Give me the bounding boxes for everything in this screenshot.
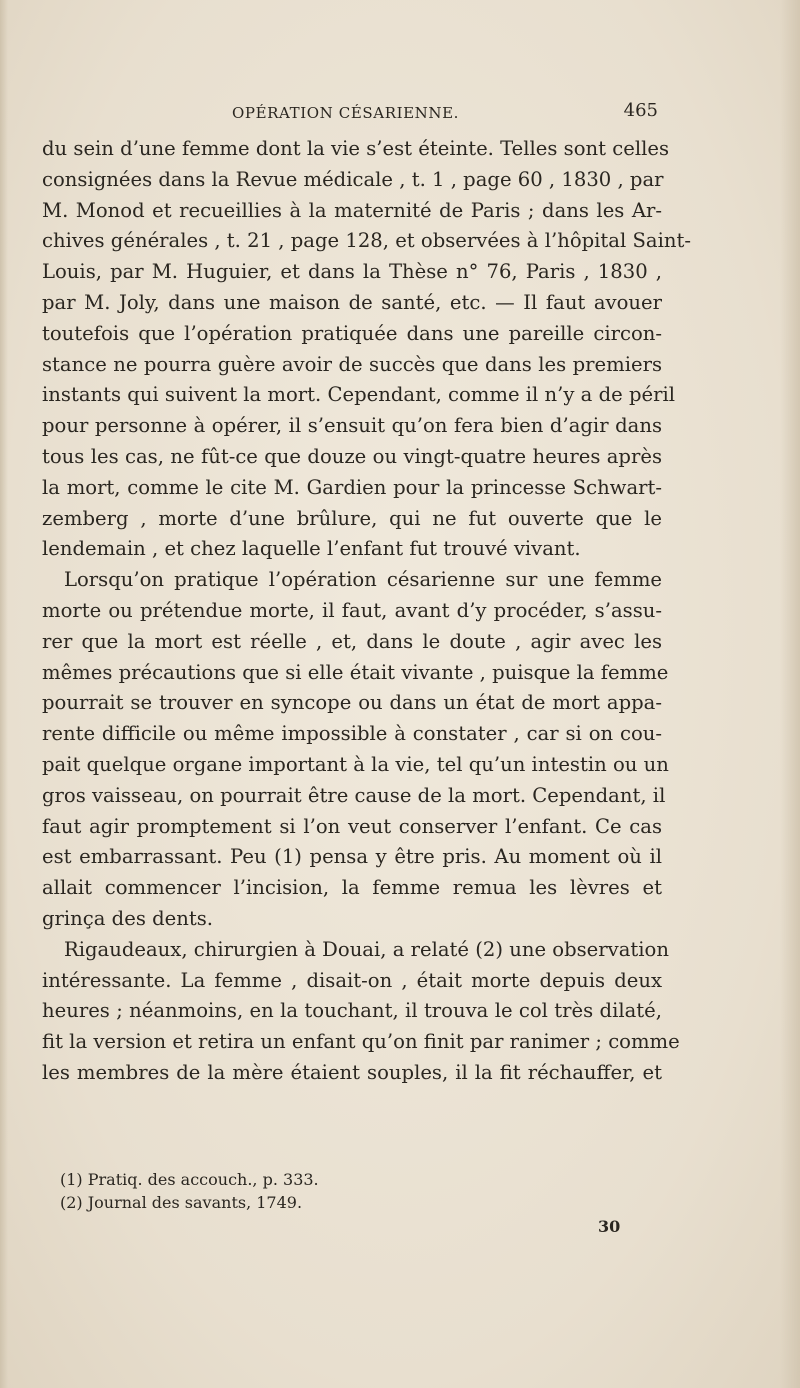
footnote: (2) Journal des savants, 1749. — [60, 1193, 303, 1212]
text-line: Lorsqu’on pratique l’opération césarienne sur une femme — [64, 568, 662, 592]
text-line: heures ; néanmoins, en la touchant, il trouva le col très dilaté, — [42, 999, 662, 1023]
text-line: Louis, par M. Huguier, et dans la Thèse n° 76, Paris , 1830 , — [42, 260, 662, 284]
page-right-edge — [780, 0, 800, 1388]
text-line: toutefois que l’opération pratiquée dans une pareille circon- — [42, 321, 662, 345]
page-header — [42, 100, 660, 128]
footnotes — [60, 1168, 560, 1214]
text-line: grinça des dents. — [42, 906, 214, 930]
text-line: la mort, comme le cite M. Gardien pour la princesse Schwart- — [42, 475, 662, 499]
text-line: M. Monod et recueillies à la maternité de Paris ; dans les Ar- — [42, 198, 662, 222]
text-line: tous les cas, ne fût-ce que douze ou vingt-quatre heures après — [42, 444, 662, 468]
text-line: rente difficile ou même impossible à constater , car si on cou- — [42, 722, 662, 746]
text-line: lendemain , et chez laquelle l’enfant fut trouvé vivant. — [42, 537, 581, 561]
footnote: (1) Pratiq. des accouch., p. 333. — [60, 1170, 319, 1189]
text-line: par M. Joly, dans une maison de santé, etc. — Il faut avouer — [42, 290, 662, 314]
text-line: pourrait se trouver en syncope ou dans un état de mort appa- — [42, 691, 662, 715]
body-text — [42, 134, 691, 1089]
text-line: morte ou prétendue morte, il faut, avant d’y procéder, s’assu- — [42, 598, 662, 622]
page-left-edge — [0, 0, 8, 1388]
text-line: chives générales , t. 21 , page 128, et observées à l’hôpital Saint- — [42, 229, 691, 253]
text-line: les membres de la mère étaient souples, il la fit réchauffer, et — [42, 1060, 662, 1084]
text-line: consignées dans la Revue médicale , t. 1 , page 60 , 1830 , par — [42, 167, 664, 191]
text-line: pour personne à opérer, il s’ensuit qu’on fera bien d’agir dans — [42, 414, 662, 438]
text-line: du sein d’une femme dont la vie s’est éteinte. Telles sont celles — [42, 137, 670, 160]
text-line: Rigaudeaux, chirurgien à Douai, a relaté (2) une observation — [64, 937, 669, 961]
text-line: fit la version et retira un enfant qu’on finit par ranimer ; comme — [42, 1030, 680, 1054]
text-line: gros vaisseau, on pourrait être cause de la mort. Cependant, il — [42, 783, 666, 807]
text-line: intéressante. La femme , disait-on , était morte depuis deux — [42, 968, 662, 992]
running-title: OPÉRATION CÉSARIENNE. — [232, 104, 460, 122]
text-line: pait quelque organe important à la vie, tel qu’un intestin ou un — [42, 752, 669, 776]
text-line: faut agir promptement si l’on veut conserver l’enfant. Ce cas — [42, 814, 662, 838]
page-number: 465 — [623, 100, 658, 121]
text-line: instants qui suivent la mort. Cependant, comme il n’y a de péril — [42, 383, 675, 407]
text-line: allait commencer l’incision, la femme remua les lèvres et — [42, 876, 662, 900]
text-line: zemberg , morte d’une brûlure, qui ne fut ouverte que le — [42, 506, 662, 530]
signature-mark: 30 — [598, 1217, 621, 1236]
text-line: rer que la mort est réelle , et, dans le doute , agir avec les — [42, 629, 662, 653]
text-line: mêmes précautions que si elle était vivante , puisque la femme — [42, 660, 669, 684]
text-line: est embarrassant. Peu (1) pensa y être pris. Au moment où il — [42, 845, 662, 869]
text-line: stance ne pourra guère avoir de succès que dans les premiers — [42, 352, 662, 376]
